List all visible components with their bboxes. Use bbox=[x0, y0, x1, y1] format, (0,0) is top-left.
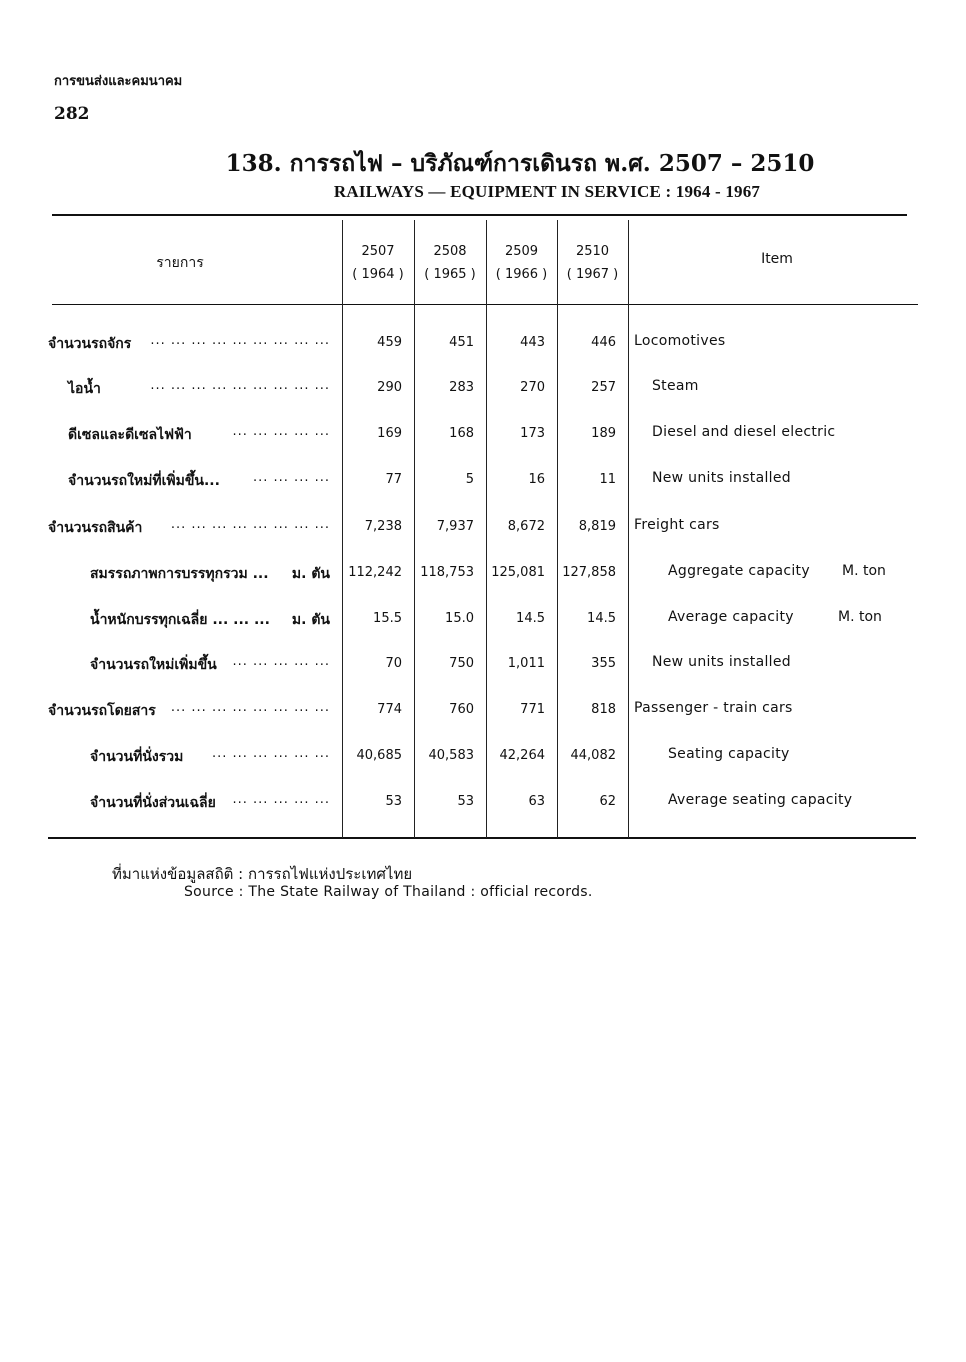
leader-dots: ... ... ... ... bbox=[253, 470, 330, 485]
row-label-english: Seating capacity bbox=[668, 746, 790, 762]
cell-value: 16 bbox=[528, 472, 545, 487]
leader-dots: ... ... ... ... ... ... ... ... ... bbox=[150, 333, 330, 348]
table-row bbox=[0, 470, 966, 494]
cell-value: 8,819 bbox=[578, 519, 616, 534]
leader-dots: ... ... ... ... ... ... ... ... ... bbox=[150, 378, 330, 393]
row-label-thai: จำนวนรถจักร bbox=[48, 336, 132, 352]
unit-thai: ม. ตัน bbox=[291, 566, 330, 582]
year-header bbox=[414, 240, 486, 286]
row-label-thai: จำนวนที่นั่งรวม bbox=[90, 749, 184, 765]
item-header-thai: รายการ bbox=[156, 255, 204, 271]
leader-dots: ... ... ... ... ... bbox=[232, 792, 330, 807]
cell-value: 443 bbox=[520, 335, 545, 350]
cell-value: 257 bbox=[591, 380, 616, 395]
year-be: 2508 bbox=[433, 244, 467, 259]
table-row bbox=[0, 424, 966, 448]
year-be: 2509 bbox=[504, 244, 539, 259]
year-ce: ( 1966 ) bbox=[495, 267, 548, 282]
cell-value: 270 bbox=[520, 380, 545, 395]
table-title-english: RAILWAYS — EQUIPMENT IN SERVICE : 1964 - 1967 bbox=[333, 182, 761, 201]
cell-value: 173 bbox=[520, 426, 545, 441]
cell-value: 77 bbox=[385, 472, 402, 487]
year-ce: ( 1967 ) bbox=[566, 267, 619, 282]
cell-value: 169 bbox=[377, 426, 402, 441]
cell-value: 63 bbox=[528, 794, 545, 809]
row-label-thai: จำนวนที่นั่งส่วนเฉลี่ย bbox=[90, 795, 216, 811]
row-label-english: Average capacity bbox=[668, 609, 794, 625]
cell-value: 750 bbox=[449, 656, 474, 671]
year-header bbox=[486, 240, 557, 286]
bottom-rule bbox=[48, 837, 916, 839]
header-rule bbox=[52, 304, 918, 305]
top-rule bbox=[52, 214, 907, 216]
leader-dots: ... ... ... ... ... ... bbox=[211, 746, 330, 761]
row-label-thai: จำนวนรถสินค้า bbox=[48, 520, 143, 536]
row-label-english: Steam bbox=[652, 378, 699, 394]
row-label-thai: จำนวนรถใหม่ที่เพิ่มขึ้น... bbox=[68, 473, 220, 489]
year-ce: ( 1965 ) bbox=[424, 267, 476, 282]
cell-value: 760 bbox=[449, 702, 474, 717]
row-label-english: New units installed bbox=[652, 470, 791, 486]
row-label-thai: ไอน้ำ bbox=[68, 381, 101, 397]
source-note-thai: ที่มาแห่งข้อมูลสถิติ : การรถไฟแห่งประเทศไทย bbox=[112, 865, 413, 883]
unit-english: M. ton bbox=[842, 563, 886, 579]
cell-value: 774 bbox=[377, 702, 402, 717]
cell-value: 8,672 bbox=[507, 519, 545, 534]
cell-value: 355 bbox=[591, 656, 616, 671]
table-row bbox=[0, 654, 966, 678]
unit-english: M. ton bbox=[838, 609, 882, 625]
row-label-english: Aggregate capacity bbox=[668, 563, 810, 579]
table-row bbox=[0, 792, 966, 816]
table-row bbox=[0, 378, 966, 402]
leader-dots: ... ... ... ... ... ... ... ... bbox=[170, 517, 330, 532]
leader-dots: ... ... ... ... ... bbox=[232, 654, 330, 669]
cell-value: 459 bbox=[377, 335, 402, 350]
cell-value: 40,685 bbox=[356, 748, 402, 763]
year-ce: ( 1964 ) bbox=[352, 267, 404, 282]
row-label-thai: ดีเซลและดีเซลไฟฟ้า bbox=[68, 427, 192, 443]
table-row bbox=[0, 609, 966, 633]
cell-value: 15.5 bbox=[373, 611, 402, 626]
row-label-thai: จำนวนรถโดยสาร bbox=[48, 703, 156, 719]
table-row bbox=[0, 563, 966, 587]
cell-value: 53 bbox=[457, 794, 474, 809]
cell-value: 168 bbox=[449, 426, 474, 441]
cell-value: 14.5 bbox=[516, 611, 545, 626]
row-label-thai: จำนวนรถใหม่เพิ่มขึ้น bbox=[90, 657, 217, 673]
cell-value: 290 bbox=[377, 380, 402, 395]
source-note-english: Source : The State Railway of Thailand : official records. bbox=[184, 884, 593, 900]
unit-thai: ม. ตัน bbox=[291, 612, 330, 628]
leader-dots: ... ... ... ... ... ... ... ... bbox=[170, 700, 330, 715]
cell-value: 7,238 bbox=[364, 519, 402, 534]
row-label-english: Freight cars bbox=[634, 517, 720, 533]
cell-value: 112,242 bbox=[348, 565, 402, 580]
cell-value: 127,858 bbox=[562, 565, 616, 580]
row-label-english: Locomotives bbox=[634, 333, 726, 349]
cell-value: 771 bbox=[520, 702, 545, 717]
cell-value: 62 bbox=[599, 794, 616, 809]
year-be: 2510 bbox=[575, 244, 610, 259]
item-header-english: Item bbox=[761, 251, 793, 267]
cell-value: 451 bbox=[449, 335, 474, 350]
cell-value: 42,264 bbox=[499, 748, 545, 763]
leader-dots: ... ... ... ... ... bbox=[232, 424, 330, 439]
cell-value: 283 bbox=[449, 380, 474, 395]
row-label-english: Diesel and diesel electric bbox=[652, 424, 836, 440]
page-number: 282 bbox=[54, 104, 90, 124]
cell-value: 125,081 bbox=[491, 565, 545, 580]
table-row bbox=[0, 517, 966, 541]
cell-value: 14.5 bbox=[587, 611, 616, 626]
cell-value: 1,011 bbox=[507, 656, 545, 671]
table-row bbox=[0, 746, 966, 770]
cell-value: 44,082 bbox=[570, 748, 616, 763]
row-label-thai: น้ำหนักบรรทุกเฉลี่ย ... ... ... bbox=[90, 612, 270, 628]
cell-value: 53 bbox=[385, 794, 402, 809]
row-label-english: Passenger - train cars bbox=[634, 700, 793, 716]
table-row bbox=[0, 700, 966, 724]
cell-value: 5 bbox=[465, 472, 474, 487]
cell-value: 189 bbox=[591, 426, 616, 441]
row-label-english: Average seating capacity bbox=[668, 792, 853, 808]
year-header bbox=[342, 240, 414, 286]
cell-value: 818 bbox=[591, 702, 616, 717]
table-row bbox=[0, 333, 966, 357]
cell-value: 118,753 bbox=[420, 565, 474, 580]
cell-value: 40,583 bbox=[428, 748, 474, 763]
cell-value: 70 bbox=[385, 656, 402, 671]
cell-value: 15.0 bbox=[445, 611, 474, 626]
cell-value: 446 bbox=[591, 335, 616, 350]
cell-value: 7,937 bbox=[436, 519, 474, 534]
cell-value: 11 bbox=[599, 472, 616, 487]
year-be: 2507 bbox=[361, 244, 395, 259]
table-title-thai: 138. การรถไฟ – บริภัณฑ์การเดินรถ พ.ศ. 2507 – 2510 bbox=[225, 150, 815, 177]
row-label-english: New units installed bbox=[652, 654, 791, 670]
year-header bbox=[557, 240, 628, 286]
row-label-thai: สมรรถภาพการบรรทุกรวม ... bbox=[90, 566, 269, 582]
section-header: การขนส่งและคมนาคม bbox=[54, 74, 183, 89]
